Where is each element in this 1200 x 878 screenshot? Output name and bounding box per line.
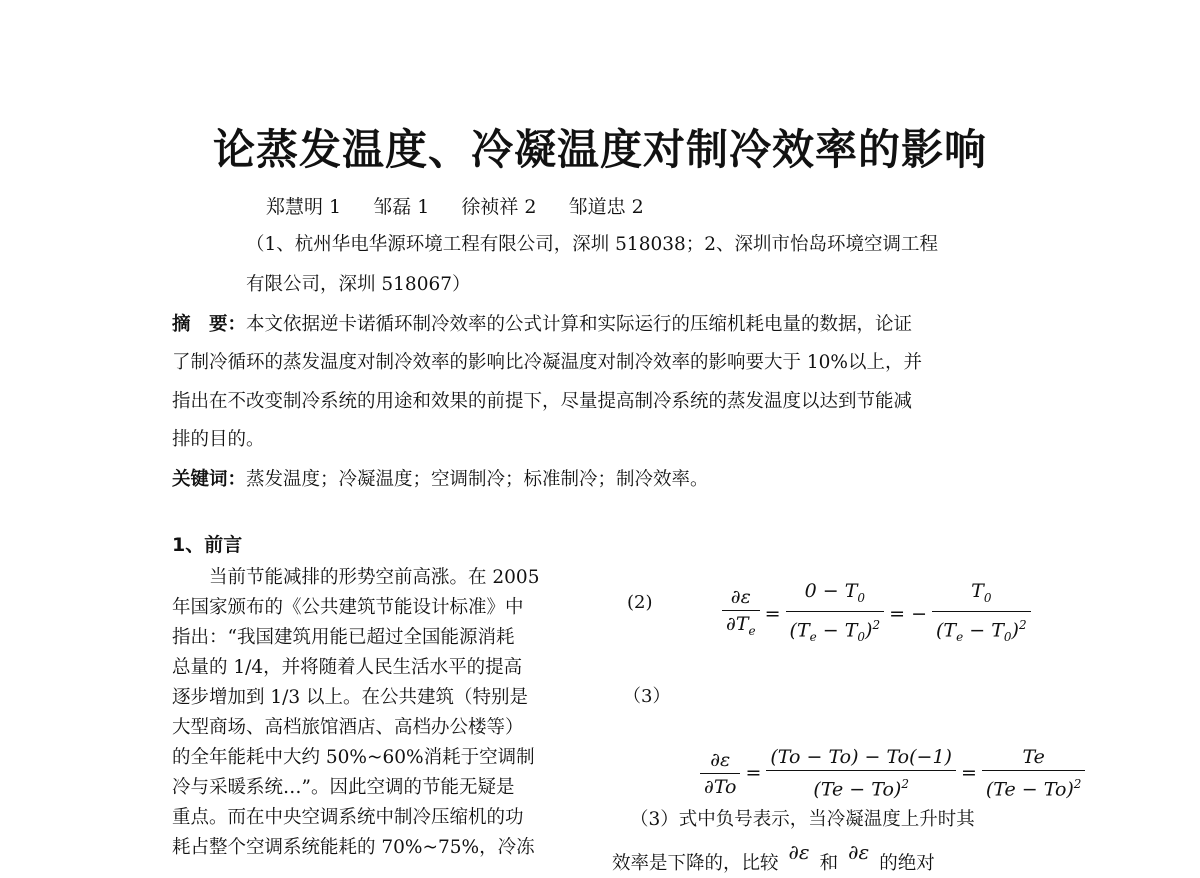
abstract-line: 指出在不改变制冷系统的用途和效果的前提下，尽量提高制冷系统的蒸发温度以达到节能减 <box>172 391 913 412</box>
keywords-text: 蒸发温度；冷凝温度；空调制冷；标准制冷；制冷效率。 <box>246 469 709 490</box>
abstract-text: 本文依据逆卡诺循环制冷效率的公式计算和实际运行的压缩机耗电量的数据，论证 <box>246 314 913 335</box>
equation-label: (2) <box>627 592 653 613</box>
body-line: 重点。而在中央空调系统中制冷压缩机的功 <box>172 807 524 828</box>
eq3-lhs-fraction <box>700 747 740 800</box>
author-name: 邹道忠 2 <box>568 196 644 218</box>
equals-sign: = <box>745 762 762 785</box>
eq2-mid-fraction <box>786 578 885 650</box>
keywords-label: 关键词： <box>172 469 247 490</box>
author-name: 邹磊 1 <box>373 196 430 218</box>
abstract-line: 了制冷循环的蒸发温度对制冷效率的影响比冷凝温度对制冷效率的影响要大于 10%以上，并 <box>172 352 923 373</box>
partial-epsilon-symbol: ∂ε <box>788 840 810 864</box>
body-line: 耗占整个空调系统能耗的 70%~75%，冷冻 <box>172 837 535 858</box>
paper-title: 论蒸发温度、冷凝温度对制冷效率的影响 <box>212 125 987 174</box>
body-text: 的绝对 <box>879 853 935 874</box>
author-name: 徐祯祥 2 <box>461 196 537 218</box>
equation-label: （3） <box>623 686 671 707</box>
body-line: 逐步增加到 1/3 以上。在公共建筑（特别是 <box>172 687 529 708</box>
fraction-numerator: $T_0$ <box>932 578 1031 612</box>
author-list <box>266 194 670 220</box>
abstract-label: 摘 要： <box>172 314 247 335</box>
fraction-denominator: $(Te - To)^2$ <box>985 777 1082 801</box>
body-line <box>612 840 935 878</box>
equation-2 <box>722 578 1031 650</box>
equals-sign: = <box>960 762 977 785</box>
eq3-rhs-fraction <box>982 744 1086 802</box>
keywords-line <box>172 466 709 494</box>
affiliation-line: 有限公司，深圳 518067） <box>246 274 471 295</box>
fraction-numerator: (To − To) − To(−1) <box>766 744 956 771</box>
fraction-numerator: ∂ε <box>722 584 760 611</box>
fraction-numerator: $0 - T_0$ <box>786 578 885 612</box>
fraction-denominator: $(T_e - T_0)^2$ <box>936 617 1027 644</box>
fraction-denominator: $(T_e - T_0)^2$ <box>789 617 881 644</box>
fraction-denominator: $(Te - To)^2$ <box>813 777 909 801</box>
eq2-lhs-fraction <box>722 584 760 644</box>
section-heading: 1、前言 <box>172 534 243 556</box>
body-line: 总量的 1/4，并将随着人民生活水平的提高 <box>172 657 523 678</box>
equals-sign: = <box>764 602 781 625</box>
minus-sign: = − <box>889 602 927 625</box>
body-line: 年国家颁布的《公共建筑节能设计标准》中 <box>172 597 524 618</box>
fraction-denominator: ∂To <box>704 775 737 798</box>
eq3-mid-fraction <box>766 744 956 802</box>
equation-3 <box>700 744 1085 802</box>
eq2-rhs-fraction <box>932 578 1031 650</box>
fraction-numerator: Te <box>982 744 1086 771</box>
abstract-line <box>172 311 912 339</box>
body-line: 当前节能减排的形势空前高涨。在 2005 <box>172 567 540 588</box>
body-text: 和 <box>819 853 839 874</box>
body-line: （3）式中负号表示，当冷凝温度上升时其 <box>630 809 975 830</box>
abstract-line: 排的目的。 <box>172 429 265 450</box>
author-name: 郑慧明 1 <box>266 196 342 218</box>
body-line: 指出：“我国建筑用能已超过全国能源消耗 <box>172 627 515 648</box>
body-line: 的全年能耗中大约 50%~60%消耗于空调制 <box>172 747 535 768</box>
body-line: 大型商场、高档旅馆酒店、高档办公楼等） <box>172 717 524 738</box>
fraction-numerator: ∂ε <box>700 747 740 774</box>
body-line: 冷与采暖系统…”。因此空调的节能无疑是 <box>172 777 515 798</box>
fraction-denominator: $\partial T_e$ <box>726 613 756 638</box>
partial-epsilon-symbol: ∂ε <box>848 840 870 864</box>
affiliation-line: （1、杭州华电华源环境工程有限公司，深圳 518038；2、深圳市怡岛环境空调工程 <box>246 234 939 255</box>
body-text: 效率是下降的，比较 <box>612 853 779 874</box>
